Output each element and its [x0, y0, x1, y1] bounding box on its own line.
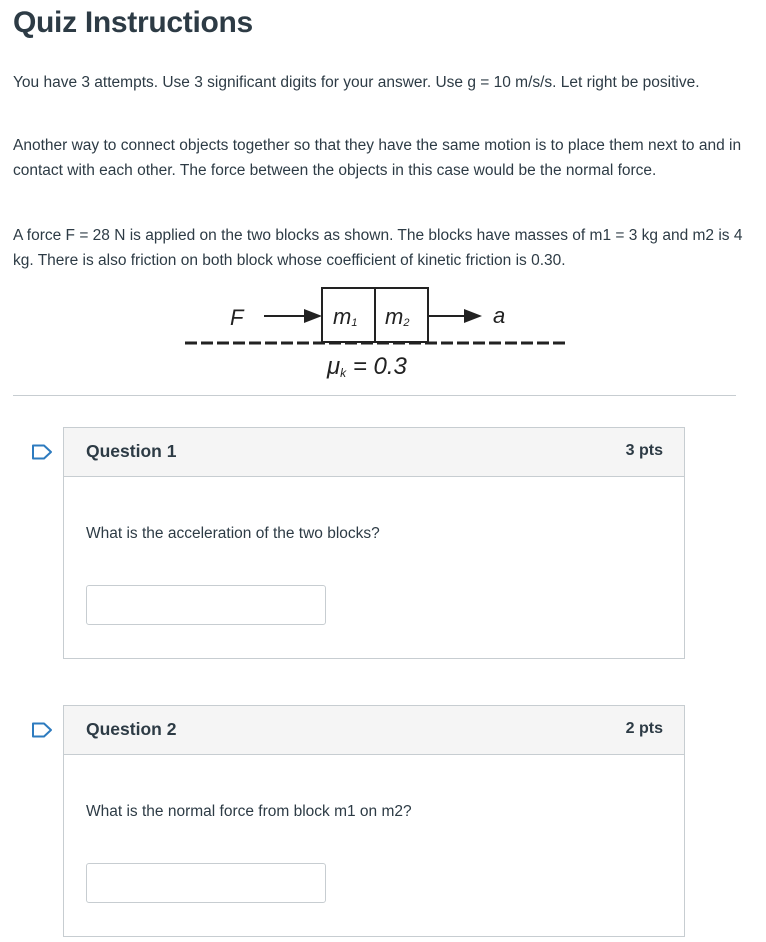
- question-header: [64, 706, 684, 755]
- question-points: 3 pts: [625, 442, 663, 459]
- block-m2-label: m2: [385, 304, 410, 329]
- question-title: Question 1: [86, 441, 177, 461]
- force-arrow-head: [304, 309, 322, 323]
- question-header: [64, 428, 684, 477]
- two-blocks-diagram: [180, 280, 580, 385]
- friction-coefficient-label: μk = 0.3: [327, 353, 407, 380]
- flag-question-icon[interactable]: [31, 722, 53, 738]
- question-text: What is the normal force from block m1 on m2?: [86, 803, 412, 820]
- block-m1-label: m1: [333, 304, 358, 329]
- instructions-paragraph-contact-forces: Another way to connect objects together so that they have the same motion is to place them next to and in contact with each other. The force between the objects in this case would be the normal force.: [13, 137, 742, 179]
- flag-question-icon[interactable]: [31, 444, 53, 460]
- question-title: Question 2: [86, 719, 177, 739]
- answer-input[interactable]: [86, 585, 326, 625]
- question-points: 2 pts: [625, 720, 663, 737]
- instructions-paragraph-problem: A force F = 28 N is applied on the two blocks as shown. The blocks have masses of m1 = 3 kg and m2 is 4 kg. There is also friction on both block whose coefficient of kinetic friction is 0.30.: [13, 227, 743, 269]
- instructions-paragraph-attempts: You have 3 attempts. Use 3 significant digits for your answer. Use g = 10 m/s/s. Let right be positive.: [13, 74, 700, 91]
- acceleration-label: a: [493, 303, 506, 328]
- question-card: [63, 705, 685, 937]
- acceleration-arrow-head: [464, 309, 482, 323]
- question-card: [63, 427, 685, 659]
- section-divider: [13, 395, 736, 396]
- force-label: F: [230, 305, 244, 330]
- question-text: What is the acceleration of the two blocks?: [86, 525, 380, 542]
- page-title: Quiz Instructions: [13, 6, 253, 39]
- answer-input[interactable]: [86, 863, 326, 903]
